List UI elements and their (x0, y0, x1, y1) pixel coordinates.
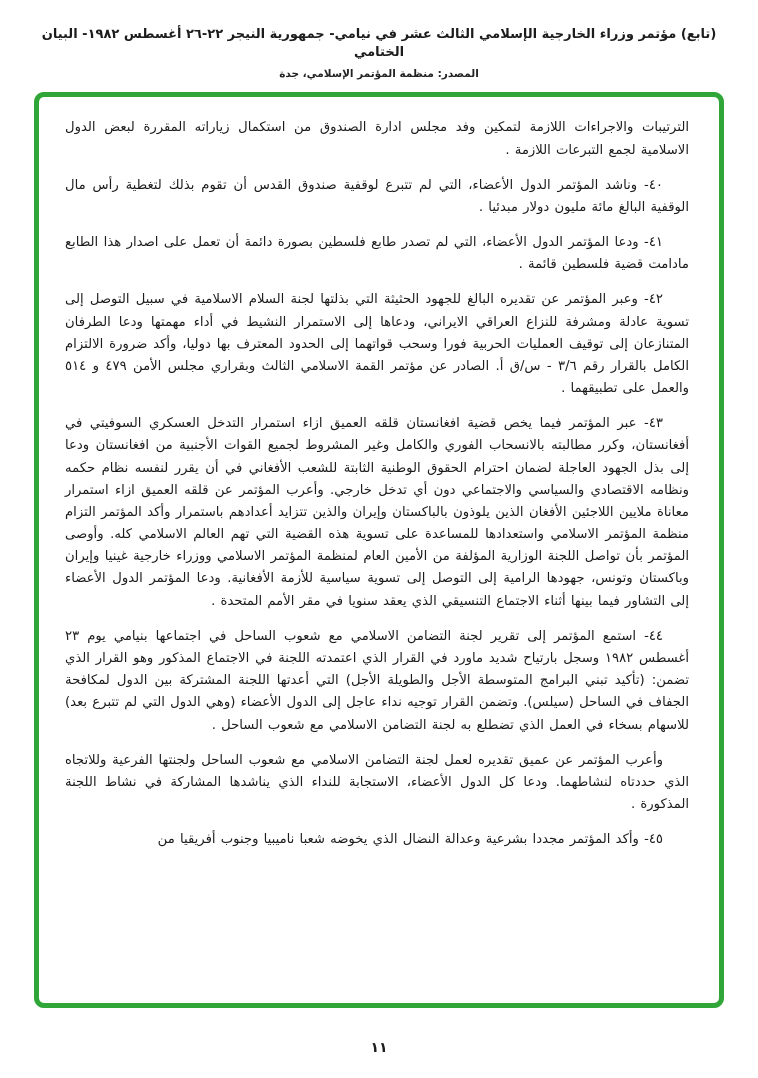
paragraph-continuation: الترتيبات والاجراءات اللازمة لتمكين وفد مجلس ادارة الصندوق من استكمال زياراته المقررة لبعض الدول الاسلامية لجمع التبرعات اللازمة . (65, 120, 689, 158)
paragraph-item-44-followup: وأعرب المؤتمر عن عميق تقديره لعمل لجنة التضامن الاسلامي مع شعوب الساحل ولجنتها الفرعية وللاتجاه الذي حددتاه لنشاطهما. ودعا كل الدول الأعضاء، الاستجابة للنداء الذي يناشدها المشاركة في نشاط اللجنة المذكورة . (65, 752, 689, 813)
document-header (0, 26, 758, 80)
paragraph-item-43: ٤٣- عبر المؤتمر فيما يخص قضية افغانستان قلقه العميق ازاء استمرار التدخل العسكري السوفيتي في أفغانستان، وكرر مطالبته بالانسحاب الفوري والكامل وغير المشروط لجميع القوات الأجنبية من افغانستان ودعا إلى بذل الجهود العاجلة لضمان احترام الحقوق الوطنية الثابتة للشعب الأفغاني في أن يقرر لنفسه نظام حكمه ونظامه الاقتصادي والسياسي والاجتماعي دون أي تدخل خارجي. وأعرب المؤتمر عن قلقه العميق ازاء استمرار معاناة ملايين اللاجئين الأفغان الذين يلوذون بالباكستان وإيران والذين تتزايد أعدادهم باستمرار وأكد المؤتمر التزام منظمة المؤتمر الاسلامي واستعدادها للمساعدة على تسوية هذه القضية التي تهم العالم الاسلامي كله. وأوصى المؤتمر بأن تواصل اللجنة الوزارية المؤلفة من الأمين العام لمنظمة المؤتمر الاسلامي ووزراء خارجية غينيا وإيران وباكستان وتونس، جهودها الرامية إلى التوصل إلى تسوية سياسية للأزمة الأفغانية. ودعا المؤتمر الدول الأعضاء إلى التشاور فيما بينها أثناء الاجتماع التنسيقي الذي يعقد سنويا في مقر الأمم المتحدة . (65, 416, 689, 609)
document-source: المصدر: منظمة المؤتمر الإسلامي، جدة (279, 68, 479, 81)
page-number: ١١ (370, 1040, 388, 1056)
paragraph-item-44: ٤٤- استمع المؤتمر إلى تقرير لجنة التضامن الاسلامي مع شعوب الساحل في اجتماعها بنيامي يوم ٢٣ أغسطس ١٩٨٢ وسجل بارتياح شديد ماورد في القرار الذي اعتمدته اللجنة في الاجتماع المذكور وهو القرار الذي تضمن: (تأكيد تبني البرامج المتوسطة الأجل والطويلة الأجل) التي أعدتها اللجنة المشتركة بين الدول لمكافحة الجفاف في الساحل (سيلس). وتضمن القرار توجيه نداء عاجل إلى الدول الأعضاء (وهي الدول التي لم تتبرع بعد) للاسهام بسخاء في العمل الذي تضطلع به لجنة التضامن الاسلامي مع شعوب الساحل . (65, 628, 689, 733)
paragraph-item-40: ٤٠- وناشد المؤتمر الدول الأعضاء، التي لم تتبرع لوقفية صندوق القدس أن تقوم بذلك لتغطية رأس مال الوقفية البالغ مائة مليون دولار مبدئيا . (65, 177, 689, 215)
paragraph-item-45: ٤٥- وأكد المؤتمر مجددا بشرعية وعدالة النضال الذي يخوضه شعبا ناميبيا وجنوب أفريقيا من (157, 832, 663, 848)
paragraph-item-41: ٤١- ودعا المؤتمر الدول الأعضاء، التي لم تصدر طابع فلسطين بصورة دائمة أن تعمل على اصدار هذا الطابع مادامت قضية فلسطين قائمة . (65, 235, 689, 273)
paragraph-item-42: ٤٢- وعبر المؤتمر عن تقديره البالغ للجهود الحثيثة التي بذلتها لجنة السلام الاسلامية في سبيل التوصل إلى تسوية عادلة ومشرفة للنزاع العراقي الايراني، ودعاها إلى الاستمرار النشيط في أداء مهمتها ودعا الطرفان المتنازعان إلى توقيف العمليات الحربية فورا وسحب قواتهما إلى الحدود المعترف بها دوليا، وأكد ضرورة الالتزام الكامل بالقرار رقم ٣/٦ - س/ق أ. الصادر عن مؤتمر القمة الاسلامي الثالث وبقراري مجلس الأمن ٤٧٩ و ٥١٤ والعمل على تطبيقهما . (65, 292, 689, 397)
content-border-box (34, 92, 724, 1008)
document-title: (تابع) مؤتمر وزراء الخارجية الإسلامي الثالث عشر في نيامي- جمهورية النيجر ٢٢-٢٦ أغسطس ١٩٨٢- البيان الختامي (41, 27, 717, 61)
